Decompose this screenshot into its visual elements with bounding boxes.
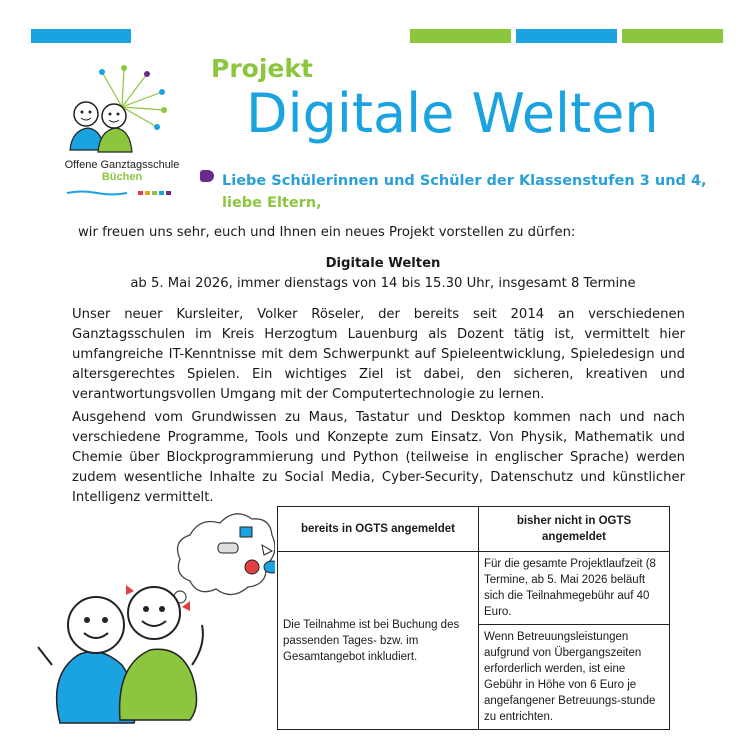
school-logo — [62, 62, 182, 183]
table-header-registered: bereits in OGTS angemeldet — [278, 507, 479, 552]
thought-cloud-icon — [166, 514, 275, 613]
logo-line1: Offene Ganztagsschule — [64, 159, 180, 171]
greeting-line1: Liebe Schülerinnen und Schüler der Klassenstufen 3 und 4, — [222, 173, 707, 189]
table-cell-extra-fee: Wenn Betreuungsleistungen aufgrund von Übergangszeiten erforderlich werden, ist eine Gebühr in Höhe von 6 Euro je angefangener Betreuungs-stunde zu entrichten. — [479, 625, 670, 730]
table-cell-fee: Für die gesamte Projektlaufzeit (8 Termine, ab 5. Mai 2026 beläuft sich die Teilnahmegebühr auf 40 Euro. — [479, 552, 670, 625]
logo-line2: Büchen — [101, 171, 143, 183]
course-name: Digitale Welten — [325, 256, 441, 271]
kids-thought-illustration — [30, 505, 275, 730]
paragraph-instructor: Unser neuer Kursleiter, Volker Röseler, der bereits seit 2014 an verschiedenen Ganztagsschulen im Kreis Herzogtum Lauenburg als Dozent tätig ist, vermittelt hier umfangreiche IT-Kenntnisse mit dem Schwerpunkt auf Spieleentwicklung, Spieledesign und altersgerechtes Spielen. Ein wichtiges Ziel ist dabei, den sicheren, kreativen und verantwortungsvollen Umgang mit der Computertechnologie zu lernen. — [72, 307, 685, 402]
logo-wave-icon — [62, 190, 182, 196]
course-schedule: ab 5. Mai 2026, immer dienstags von 14 bis 15.30 Uhr, insgesamt 8 Termine — [130, 276, 636, 291]
child-green-icon — [120, 585, 203, 720]
intro-text: wir freuen uns sehr, euch und Ihnen ein neues Projekt vorstellen zu dürfen: — [78, 225, 576, 240]
paragraph-content: Ausgehend vom Grundwissen zu Maus, Tastatur und Desktop kommen nach und nach verschiedene Programme, Tools und Konzepte zum Einsatz. Von Physik, Mathematik und Chemie über Blockprogrammierung und Python (teilweise in englischer Sprache) werden zudem wesentliche Inhalte zu Social Media, Cyber-Security, Datenschutz und künstlicher Intelligenz vermittelt. — [72, 410, 685, 505]
logo-children-icon — [62, 62, 182, 154]
greeting — [222, 170, 707, 214]
header-bar-blue-right — [516, 29, 617, 43]
header-bar-green-2 — [622, 29, 723, 43]
table-header-not-registered: bisher nicht in OGTS angemeldet — [479, 507, 670, 552]
table-cell-registered: Die Teilnahme ist bei Buchung des passenden Tages- bzw. im Gesamtangebot inkludiert. — [278, 552, 479, 730]
header-bar-green-1 — [410, 29, 511, 43]
page-title: Digitale Welten — [246, 82, 659, 145]
header-bar-blue-left — [31, 29, 131, 43]
project-label: Projekt — [211, 54, 313, 83]
greeting-line2: liebe Eltern, — [222, 195, 322, 211]
fee-table — [277, 506, 670, 730]
bullet-icon — [200, 170, 214, 182]
